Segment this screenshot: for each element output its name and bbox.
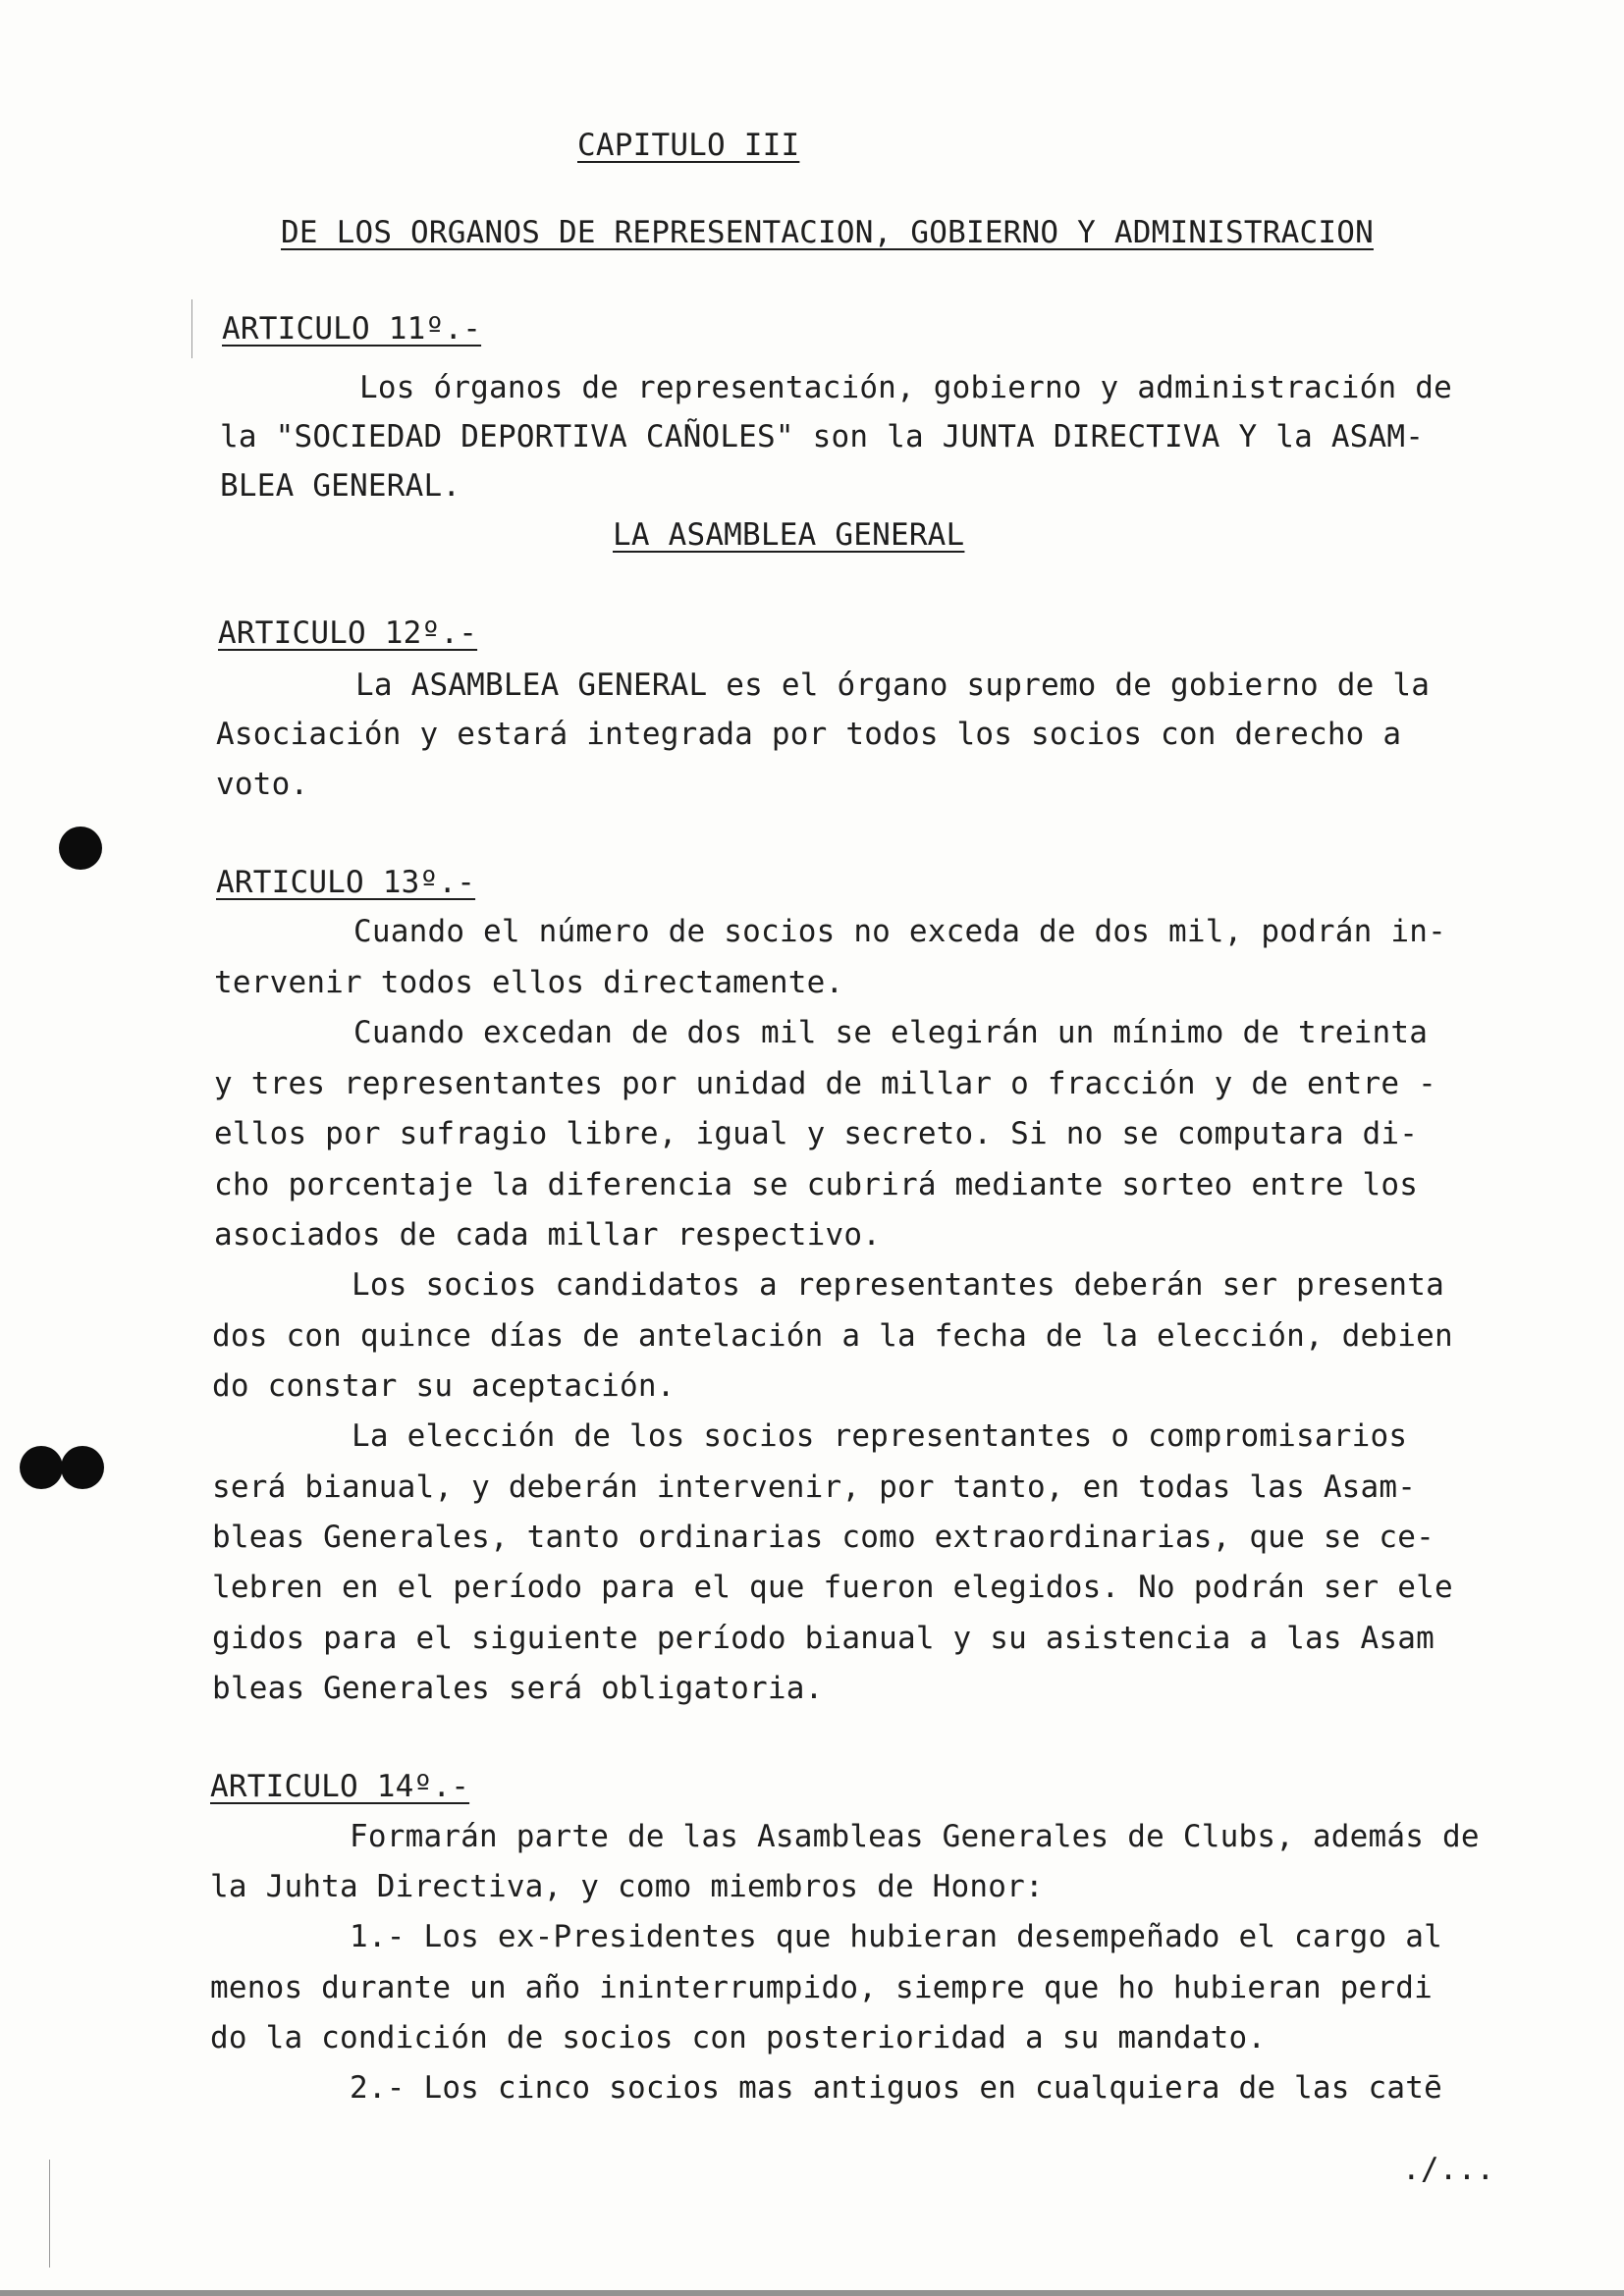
- article-13-line: y tres representantes por unidad de millar o fracción y de entre -: [214, 1066, 1436, 1101]
- article-13-line: bleas Generales será obligatoria.: [212, 1671, 824, 1706]
- punch-hole: [61, 1446, 104, 1489]
- article-13-line: será bianual, y deberán intervenir, por tanto, en todas las Asam-: [212, 1469, 1417, 1505]
- article-12-line: Asociación y estará integrada por todos los socios con derecho a: [216, 717, 1402, 752]
- article-14-line: menos durante un año ininterrumpido, siempre que ho hubieran perdi: [210, 1970, 1433, 2005]
- article-11-line: Los órganos de representación, gobierno y administración de: [359, 370, 1452, 405]
- chapter-subtitle: DE LOS ORGANOS DE REPRESENTACION, GOBIERNO Y ADMINISTRACION: [281, 215, 1374, 250]
- chapter-title: CAPITULO III: [577, 128, 800, 163]
- article-13-line: cho porcentaje la diferencia se cubrirá mediante sorteo entre los: [214, 1167, 1419, 1202]
- article-13-line: tervenir todos ellos directamente.: [214, 965, 844, 1000]
- margin-mark: [191, 299, 192, 358]
- article-14-line: Formarán parte de las Asambleas Generales de Clubs, además de: [350, 1819, 1480, 1854]
- article-13-line: Cuando excedan de dos mil se elegirán un mínimo de treinta: [353, 1015, 1429, 1050]
- article-14-line: do la condición de socios con posterioridad a su mandato.: [210, 2020, 1267, 2056]
- continuation-mark: ./...: [1402, 2152, 1495, 2187]
- article-12-line: La ASAMBLEA GENERAL es el órgano supremo de gobierno de la: [355, 667, 1431, 703]
- article-13-heading: ARTICULO 13º.-: [216, 865, 476, 900]
- article-13-line: La elección de los socios representantes o compromisarios: [352, 1418, 1408, 1454]
- article-14-heading: ARTICULO 14º.-: [210, 1769, 470, 1804]
- article-13-line: asociados de cada millar respectivo.: [214, 1217, 882, 1253]
- article-13-line: lebren en el período para el que fueron elegidos. No podrán ser ele: [212, 1570, 1453, 1605]
- article-13-line: do constar su aceptación.: [212, 1368, 676, 1404]
- article-13-line: dos con quince días de antelación a la fecha de la elección, debien: [212, 1318, 1453, 1354]
- article-13-line: ellos por sufragio libre, igual y secreto. Si no se computara di-: [214, 1116, 1419, 1151]
- article-11-line: la "SOCIEDAD DEPORTIVA CAÑOLES" son la JUNTA DIRECTIVA Y la ASAM-: [220, 419, 1425, 454]
- article-11-line: BLEA GENERAL.: [220, 468, 461, 504]
- article-11-heading: ARTICULO 11º.-: [222, 311, 482, 347]
- section-title: LA ASAMBLEA GENERAL: [613, 517, 965, 553]
- article-13-line: gidos para el siguiente período bianual y su asistencia a las Asam: [212, 1621, 1435, 1656]
- article-12-line: voto.: [216, 767, 309, 802]
- article-12-heading: ARTICULO 12º.-: [218, 615, 478, 651]
- article-13-line: bleas Generales, tanto ordinarias como extraordinarias, que se ce-: [212, 1520, 1435, 1555]
- article-13-line: Los socios candidatos a representantes deberán ser presenta: [352, 1267, 1444, 1303]
- article-14-line: la Juhta Directiva, y como miembros de Honor:: [210, 1869, 1044, 1904]
- scan-bottom-edge: [0, 2290, 1624, 2296]
- punch-hole: [59, 827, 102, 870]
- margin-mark: [49, 2160, 50, 2268]
- article-14-line: 1.- Los ex-Presidentes que hubieran desempeñado el cargo al: [350, 1919, 1442, 1954]
- article-14-line: 2.- Los cinco socios mas antiguos en cualquiera de las catē: [350, 2070, 1442, 2106]
- article-13-line: Cuando el número de socios no exceda de dos mil, podrán in-: [353, 914, 1446, 949]
- punch-hole: [20, 1446, 63, 1489]
